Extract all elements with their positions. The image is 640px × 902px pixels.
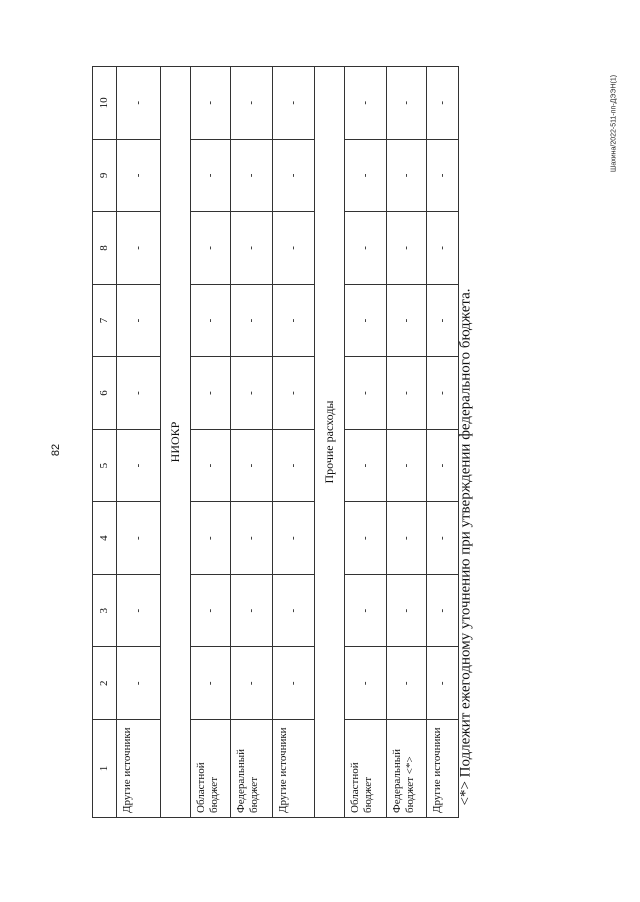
column-number: 5 — [93, 429, 117, 502]
row-label: Областной бюджет — [191, 720, 231, 818]
table-cell: - — [117, 284, 161, 357]
table-cell: - — [387, 429, 427, 502]
table-cell: - — [345, 574, 387, 647]
table-cell: - — [345, 502, 387, 575]
table-cell: - — [231, 284, 273, 357]
table-row — [117, 67, 161, 818]
table-row — [273, 67, 315, 818]
table-row — [231, 67, 273, 818]
table-cell: - — [427, 212, 459, 285]
table-cell: - — [191, 357, 231, 430]
table-cell: - — [387, 574, 427, 647]
table-cell: - — [427, 284, 459, 357]
column-number: 10 — [93, 67, 117, 140]
table-cell: - — [191, 139, 231, 212]
table-cell: - — [387, 284, 427, 357]
table-cell: - — [231, 67, 273, 140]
table-cell: - — [117, 139, 161, 212]
section-title: НИОКР — [161, 67, 191, 818]
table-cell: - — [427, 574, 459, 647]
table-cell: - — [191, 429, 231, 502]
table-cell: - — [427, 647, 459, 720]
table-cell: - — [231, 502, 273, 575]
table-cell: - — [191, 502, 231, 575]
table-cell: - — [345, 212, 387, 285]
section-title: Прочие расходы — [315, 67, 345, 818]
table-cell: - — [387, 357, 427, 430]
section-row-other-expenses — [315, 67, 345, 818]
table-cell: - — [191, 574, 231, 647]
table-cell: - — [345, 284, 387, 357]
table-cell: - — [427, 429, 459, 502]
table-cell: - — [231, 574, 273, 647]
table-cell: - — [231, 429, 273, 502]
table-cell: - — [231, 357, 273, 430]
row-label: Другие источники — [117, 720, 161, 818]
table-cell: - — [117, 502, 161, 575]
table-cell: - — [273, 139, 315, 212]
table-cell: - — [273, 357, 315, 430]
table-cell: - — [427, 502, 459, 575]
budget-table — [92, 66, 459, 818]
table-cell: - — [345, 139, 387, 212]
table-cell: - — [117, 647, 161, 720]
table-cell: - — [231, 139, 273, 212]
table-row — [427, 67, 459, 818]
table-cell: - — [191, 67, 231, 140]
table-cell: - — [273, 212, 315, 285]
table-cell: - — [427, 357, 459, 430]
table-cell: - — [427, 67, 459, 140]
document-code: Шахина/2022-511-пп-ДЭЭН(1) — [610, 74, 618, 173]
row-label: Областной бюджет — [345, 720, 387, 818]
column-number: 6 — [93, 357, 117, 430]
table-cell: - — [273, 502, 315, 575]
table-row — [387, 67, 427, 818]
table-row — [191, 67, 231, 818]
table-cell: - — [273, 67, 315, 140]
table-cell: - — [345, 647, 387, 720]
table-cell: - — [117, 67, 161, 140]
row-label: Другие источники — [427, 720, 459, 818]
row-label: Другие источники — [273, 720, 315, 818]
table-cell: - — [427, 139, 459, 212]
footnote: <*> Подлежит ежегодному уточнению при утверждении федерального бюджета. — [457, 288, 474, 806]
row-label: Федеральный бюджет — [231, 720, 273, 818]
table-cell: - — [191, 212, 231, 285]
table-cell: - — [387, 139, 427, 212]
page-number: 82 — [50, 443, 62, 457]
table-cell: - — [345, 429, 387, 502]
table-row — [345, 67, 387, 818]
table-cell: - — [387, 647, 427, 720]
table-cell: - — [117, 574, 161, 647]
column-number: 2 — [93, 647, 117, 720]
table-cell: - — [191, 647, 231, 720]
column-number: 8 — [93, 212, 117, 285]
section-row-niokr — [161, 67, 191, 818]
column-number: 1 — [93, 720, 117, 818]
column-number: 9 — [93, 139, 117, 212]
table-cell: - — [345, 357, 387, 430]
table-cell: - — [117, 357, 161, 430]
column-number: 7 — [93, 284, 117, 357]
column-number: 4 — [93, 502, 117, 575]
table-cell: - — [273, 647, 315, 720]
table-cell: - — [273, 429, 315, 502]
table-cell: - — [387, 212, 427, 285]
table-cell: - — [345, 67, 387, 140]
table-cell: - — [117, 429, 161, 502]
table-cell: - — [273, 284, 315, 357]
table-cell: - — [273, 574, 315, 647]
table-cell: - — [231, 647, 273, 720]
table-cell: - — [117, 212, 161, 285]
column-number: 3 — [93, 574, 117, 647]
table-cell: - — [387, 67, 427, 140]
table-cell: - — [387, 502, 427, 575]
row-label: Федеральный бюджет <*> — [387, 720, 427, 818]
budget-table-container — [92, 66, 458, 818]
table-cell: - — [231, 212, 273, 285]
table-cell: - — [191, 284, 231, 357]
column-number-row — [93, 67, 117, 818]
